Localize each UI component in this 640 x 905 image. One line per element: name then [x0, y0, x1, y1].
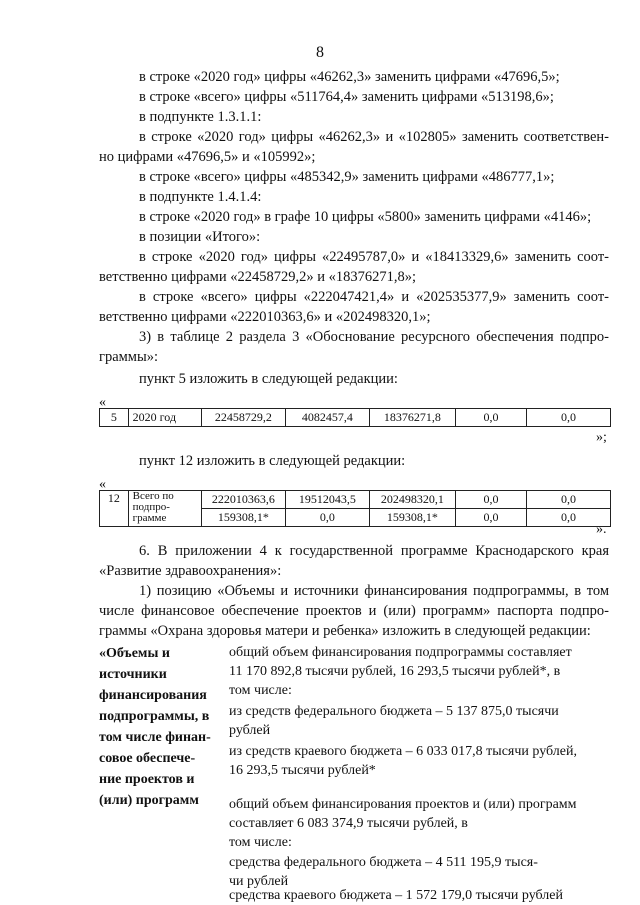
table-cell: 202498320,1 [369, 491, 455, 509]
passport-value-line: из средств краевого бюджета – 6 033 017,8 тысячи рублей, [229, 744, 577, 759]
table-point-5 [99, 408, 611, 427]
open-quote: « [99, 395, 106, 410]
table-cell: 0,0 [527, 509, 611, 527]
table-cell: 5 [100, 409, 129, 427]
table-cell: 4082457,4 [285, 409, 369, 427]
passport-value-line: том числе: [229, 835, 292, 850]
table-cell: 159308,1* [369, 509, 455, 527]
passport-label-line: «Объемы и [99, 646, 170, 661]
table-row [100, 409, 611, 427]
table-cell: 0,0 [285, 509, 369, 527]
passport-label-line: ние проектов и [99, 772, 195, 787]
passport-value-line: средства краевого бюджета – 1 572 179,0 тысячи рублей [229, 888, 563, 903]
text-line: «Развитие здравоохранения»: [99, 563, 282, 579]
passport-value-line: 16 293,5 тысячи рублей* [229, 763, 376, 778]
table-point-12 [99, 490, 611, 527]
passport-value-line: средства федерального бюджета – 4 511 195,9 тыся- [229, 855, 538, 870]
open-quote: « [99, 477, 106, 492]
text-line: граммы «Охрана здоровья матери и ребенка» изложить в следующей редакции: [99, 623, 591, 639]
passport-value-line: общий объем финансирования проектов и (или) программ [229, 797, 577, 812]
text-line: в строке «всего» цифры «485342,9» заменить цифрами «486777,1»; [139, 169, 555, 185]
passport-value-line: том числе: [229, 683, 292, 698]
passport-value-line: общий объем финансирования подпрограммы составляет [229, 645, 572, 660]
table-cell: 0,0 [455, 491, 526, 509]
text-line: в строке «2020 год» цифры «46262,3» заменить цифрами «47696,5»; [139, 69, 560, 85]
passport-label-line: финансирования [99, 688, 207, 703]
passport-value-line: чи рублей [229, 874, 289, 889]
passport-label-line: источники [99, 667, 167, 682]
table-cell: 0,0 [527, 491, 611, 509]
text-line: 3) в таблице 2 раздела 3 «Обоснование ресурсного обеспечения подпро- [139, 329, 609, 345]
table-cell: 18376271,8 [369, 409, 455, 427]
passport-value-line: рублей [229, 723, 271, 738]
text-line: в строке «всего» цифры «511764,4» заменить цифрами «513198,6»; [139, 89, 554, 105]
text-line: ветственно цифрами «22458729,2» и «18376271,8»; [99, 269, 417, 285]
text-line: ветственно цифрами «222010363,6» и «202498320,1»; [99, 309, 431, 325]
text-line: в строке «2020 год» в графе 10 цифры «5800» заменить цифрами «4146»; [139, 209, 592, 225]
text-line: но цифрами «47696,5» и «105992»; [99, 149, 316, 165]
passport-value-line: 11 170 892,8 тысячи рублей, 16 293,5 тысячи рублей*, в [229, 664, 561, 679]
table-cell: Всего по подпро- грамме [128, 491, 201, 527]
passport-value-line: из средств федерального бюджета – 5 137 875,0 тысячи [229, 704, 559, 719]
table-cell: 22458729,2 [201, 409, 285, 427]
table-cell: 19512043,5 [285, 491, 369, 509]
table-cell: 0,0 [527, 409, 611, 427]
table-cell: 0,0 [455, 509, 526, 527]
text-line: в строке «всего» цифры «222047421,4» и «202535377,9» заменить соот- [139, 289, 609, 305]
table-cell: 159308,1* [201, 509, 285, 527]
text-line: в подпункте 1.4.1.4: [139, 189, 262, 205]
passport-label-line: (или) программ [99, 793, 199, 808]
text-line: в строке «2020 год» цифры «46262,3» и «102805» заменить соответствен- [139, 129, 609, 145]
close-quote: ». [596, 522, 607, 537]
page-number: 8 [316, 44, 324, 61]
table-cell: 0,0 [455, 409, 526, 427]
text-line: в подпункте 1.3.1.1: [139, 109, 262, 125]
passport-label-line: подпрограммы, в [99, 709, 210, 724]
text-line: пункт 12 изложить в следующей редакции: [139, 453, 406, 469]
text-line: в строке «2020 год» цифры «22495787,0» и «18413329,6» заменить соот- [139, 249, 609, 265]
text-line: пункт 5 изложить в следующей редакции: [139, 371, 398, 387]
text-line: числе финансовое обеспечение проектов и (или) программ» паспорта подпро- [99, 603, 609, 619]
text-line: граммы»: [99, 349, 159, 365]
table-cell: 222010363,6 [201, 491, 285, 509]
table-cell: 2020 год [128, 409, 201, 427]
passport-label-line: совое обеспече- [99, 751, 196, 766]
text-line: 1) позицию «Объемы и источники финансирования подпрограммы, в том [139, 583, 609, 599]
table-cell: 12 [100, 491, 129, 527]
text-line: в позиции «Итого»: [139, 229, 261, 245]
passport-value-line: составляет 6 083 374,9 тысячи рублей, в [229, 816, 468, 831]
text-line: 6. В приложении 4 к государственной программе Краснодарского края [139, 543, 609, 559]
close-quote: »; [596, 430, 607, 445]
table-row [100, 491, 611, 509]
passport-label-line: том числе финан- [99, 730, 211, 745]
